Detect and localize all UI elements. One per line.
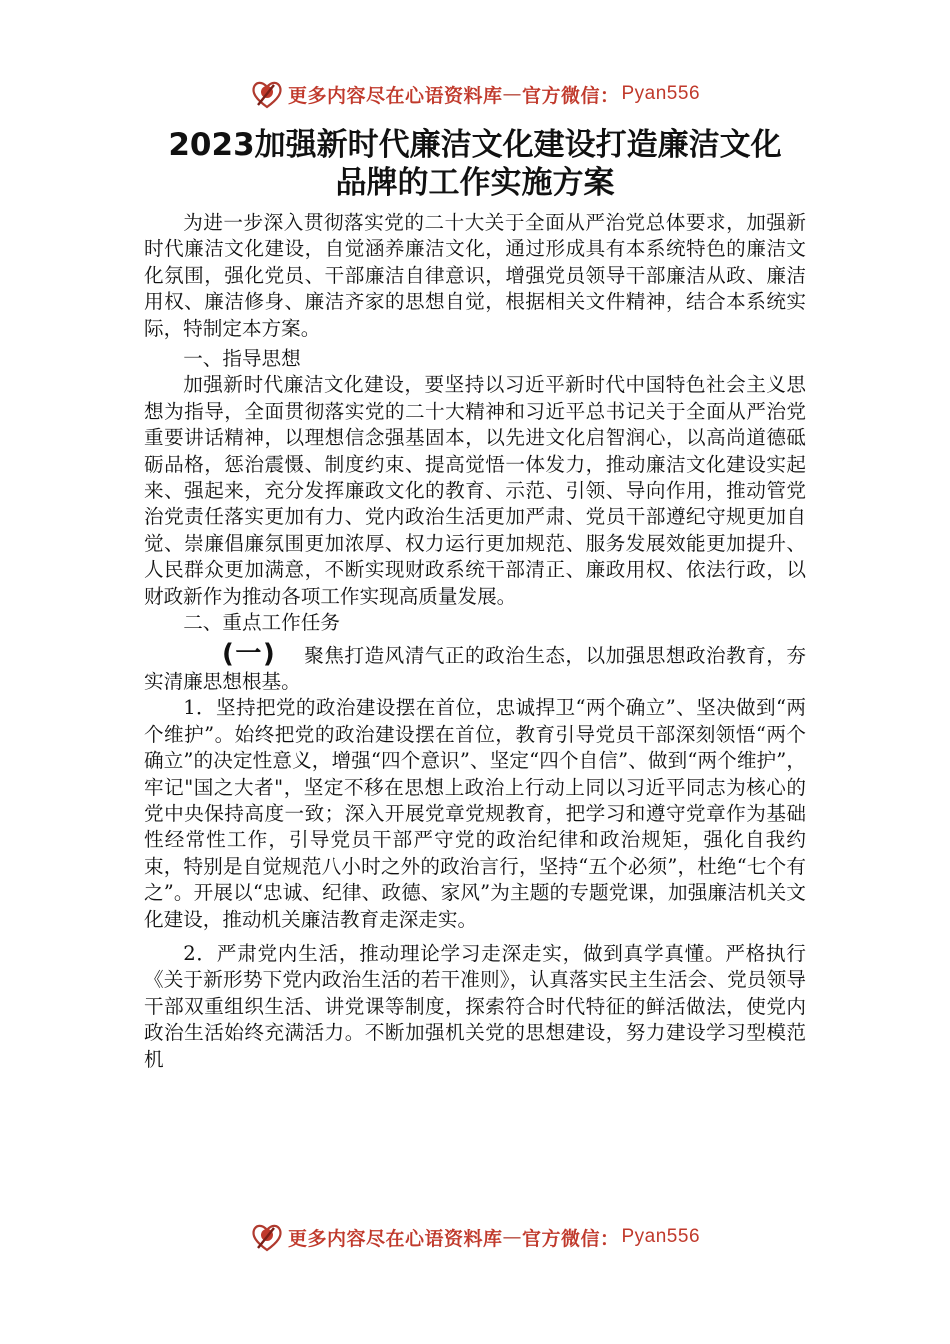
intro-paragraph: 为进一步深入贯彻落实党的二十大关于全面从严治党总体要求，加强新时代廉洁文化建设，自觉涵养廉洁文化，通过形成具有本系统特色的廉洁文化氛围，强化党员、干部廉洁自律意识，增强党员领导干部廉洁从政、廉洁用权、廉洁修身、廉洁齐家的思想自觉，根据相关文件精神，结合本系统实际，特制定本方案。 (144, 211, 806, 340)
title-line-1: 2023加强新时代廉洁文化建设打造廉洁文化 (168, 127, 782, 163)
banner-dash: — (502, 1226, 522, 1248)
item-1-paragraph: 1．坚持把党的政治建设摆在首位，忠诚捍卫“两个确立”、坚决做到“两个维护”。始终把党的政治建设摆在首位，教育引导党员干部深刻领悟“两个确立”的决定性意义，增强“四个意识”、坚定“四个自信”、做到“两个维护”，牢记"国之大者"，坚定不移在思想上政治上行动上同以习近平同志为核心的党中央保持高度一致；深入开展党章党规教育，把学习和遵守党章作为基础性经常性工作，引导党员干部严守党的政治纪律和政治规矩，强化自我约束，特别是自觉规范八小时之外的政治言行，坚持“五个必须”，杜绝“七个有之”。开展以“忠诚、纪律、政德、家风”为主题的专题党课，加强廉洁机关文化建设，推动机关廉洁教育走深走实。 (144, 696, 806, 931)
banner-dash: — (502, 83, 522, 105)
banner-text-main: 更多内容尽在心语资料库 (287, 1227, 503, 1250)
section-1-heading: 一、指导思想 (183, 347, 301, 371)
footer-banner (0, 1219, 950, 1255)
subsection-1 (144, 638, 806, 696)
banner-wechat-id: Pyan556 (621, 83, 701, 104)
section-1-paragraph: 加强新时代廉洁文化建设，要坚持以习近平新时代中国特色社会主义思想为指导，全面贯彻落实党的二十大精神和习近平总书记关于全面从严治党重要讲话精神，以理想信念强基固本，以先进文化启智润心，以高尚道德砥砺品格，惩治震慑、制度约束、提高觉悟一体发力，推动廉洁文化建设实起来、强起来，充分发挥廉政文化的教育、示范、引领、导向作用，推动管党治党责任落实更加有力、党内政治生活更加严肃、党员干部遵纪守规更加自觉、崇廉倡廉氛围更加浓厚、权力运行更加规范、服务发展效能更加提升、人民群众更加满意，不断实现财政系统干部清正、廉政用权、依法行政，以财政新作为推动各项工作实现高质量发展。 (144, 373, 806, 608)
banner-wechat-id: Pyan556 (621, 1226, 701, 1247)
document-title (100, 126, 850, 202)
document-body (144, 210, 806, 1073)
heart-pen-logo-icon (250, 77, 284, 111)
heart-pen-logo-icon (250, 1220, 284, 1254)
banner-text-wechat: 官方微信： (521, 1227, 620, 1250)
subsection-1-text: 聚焦打造风清气正的政治生态，以加强思想政治教育，夯实清廉思想根基。 (144, 643, 806, 693)
header-banner (0, 76, 950, 112)
item-2-paragraph: 2．严肃党内生活，推动理论学习走深走实，做到真学真懂。严格执行《关于新形势下党内政治生活的若干准则》，认真落实民主生活会、党员领导干部双重组织生活、讲党课等制度，探索符合时代特征的鲜活做法，使党内政治生活始终充满活力。不断加强机关党的思想建设，努力建设学习型模范机 (144, 941, 806, 1071)
subsection-1-number: (一) (222, 638, 276, 669)
banner-text-wechat: 官方微信： (521, 84, 620, 107)
section-2-heading: 二、重点工作任务 (183, 611, 340, 635)
title-line-2: 品牌的工作实施方案 (335, 165, 615, 201)
banner-text-main: 更多内容尽在心语资料库 (287, 84, 503, 107)
